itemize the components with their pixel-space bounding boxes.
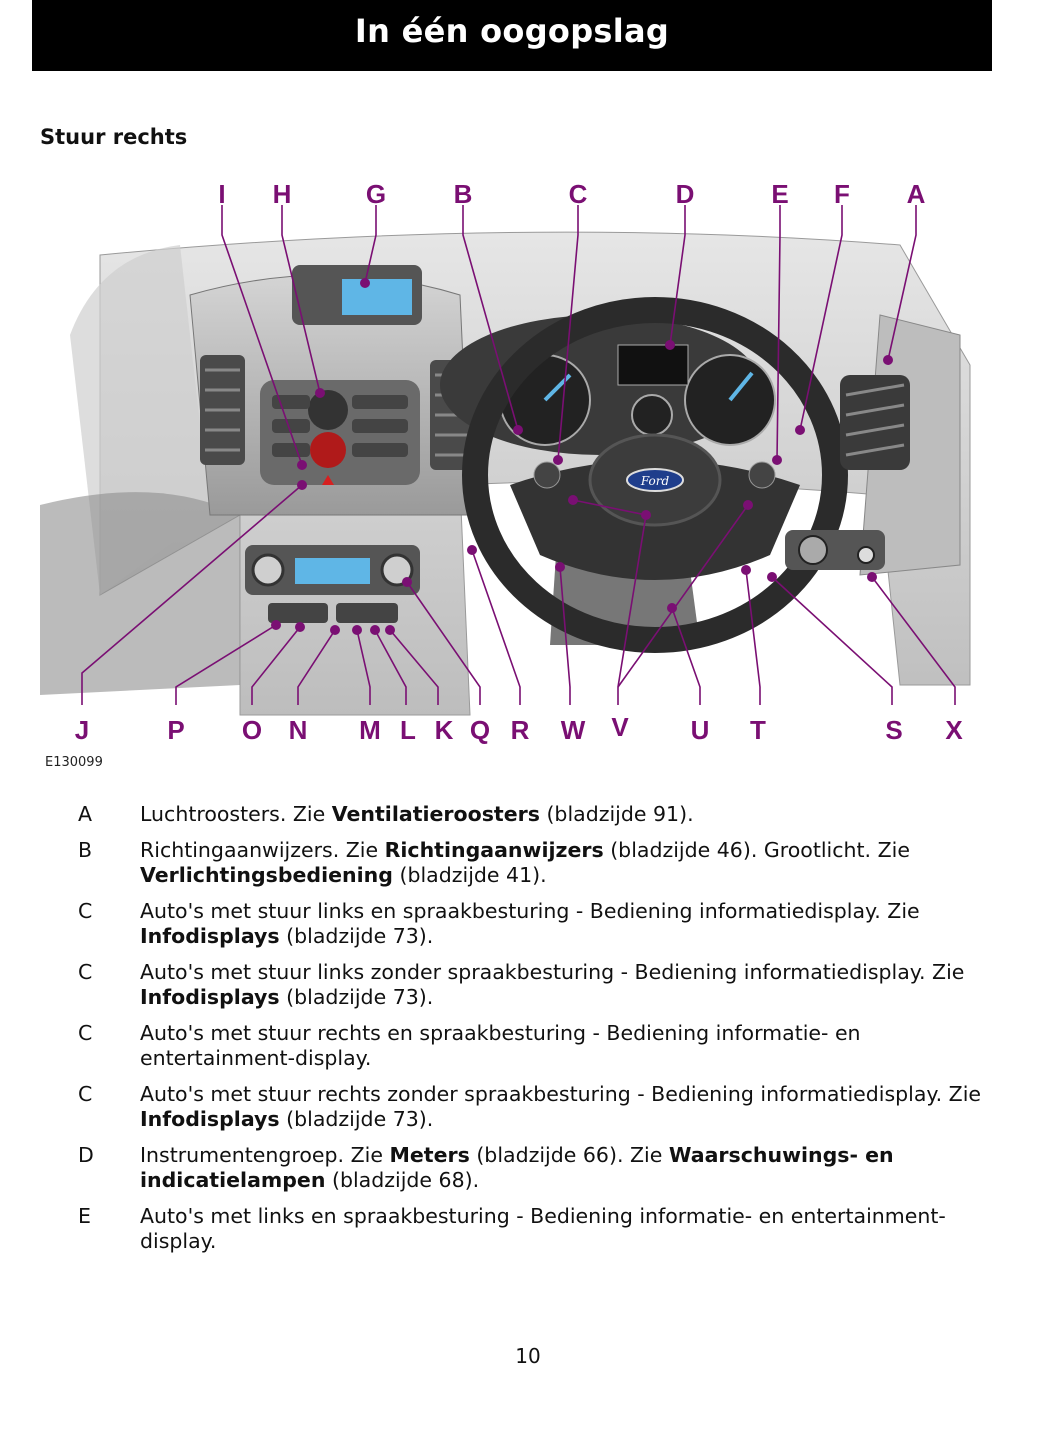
text-run: (bladzijde 73). — [279, 985, 434, 1009]
ford-badge: Ford — [640, 474, 670, 488]
text-run: Auto's met stuur rechts zonder spraakbesturing - Bediening informatiedisplay. Zie — [140, 1082, 982, 1106]
callout-F: F — [834, 179, 850, 209]
callout-H: H — [272, 179, 292, 209]
callout-R: R — [510, 715, 530, 745]
legend-item-text — [140, 1143, 1000, 1193]
callout-B: B — [453, 179, 473, 209]
text-run: Richtingaanwijzers. Zie — [140, 838, 385, 862]
callout-U: U — [690, 715, 710, 745]
cross-reference: Meters — [389, 1143, 470, 1167]
legend-item-text — [140, 1204, 1000, 1254]
legend-item — [40, 802, 1000, 827]
callout-X: X — [945, 715, 963, 745]
callout-V: V — [611, 712, 629, 742]
text-run: Luchtroosters. Zie — [140, 802, 332, 826]
text-run: (bladzijde 73). — [279, 1107, 434, 1131]
callout-K: K — [434, 715, 454, 745]
audio-control-panel — [260, 380, 420, 485]
legend-item-text — [140, 802, 1000, 827]
cross-reference: Ventilatieroosters — [331, 802, 540, 826]
callout-J: J — [74, 715, 90, 745]
legend-item-text — [140, 960, 1000, 1010]
callout-E: E — [771, 179, 789, 209]
info-display — [342, 279, 412, 315]
legend-list — [40, 802, 1000, 1265]
legend-item — [40, 1204, 1000, 1254]
text-run: (bladzijde 73). — [279, 924, 434, 948]
legend-item — [40, 1082, 1000, 1132]
legend-item-letter: C — [78, 960, 93, 984]
callout-A: A — [906, 179, 926, 209]
page-number: 10 — [515, 1344, 541, 1368]
callout-L: L — [400, 715, 416, 745]
legend-item-text — [140, 838, 1000, 888]
cross-reference: Richtingaanwijzers — [384, 838, 604, 862]
cross-reference: Verlichtingsbediening — [140, 863, 393, 887]
legend-item — [40, 899, 1000, 949]
text-run: Auto's met stuur rechts en spraakbesturing - Bediening informatie- en entertainment-display. — [140, 1021, 861, 1070]
callout-W: W — [560, 715, 586, 745]
legend-item-letter: D — [78, 1143, 94, 1167]
cross-reference: Infodisplays — [140, 1107, 280, 1131]
callout-I: I — [218, 179, 226, 209]
legend-item-letter: C — [78, 1021, 93, 1045]
legend-item-text — [140, 1021, 1000, 1071]
legend-item-letter: B — [78, 838, 93, 862]
cross-reference: Waarschuwings- en indicatielampen — [140, 1143, 894, 1192]
text-run: Instrumentengroep. Zie — [140, 1143, 390, 1167]
callout-G: G — [365, 179, 387, 209]
section-title: Stuur rechts — [40, 125, 188, 149]
legend-item — [40, 960, 1000, 1010]
callout-M: M — [359, 715, 381, 745]
callout-Q: Q — [469, 715, 491, 745]
text-run: (bladzijde 68). — [325, 1168, 480, 1192]
legend-item-text — [140, 899, 1000, 949]
callout-S: S — [885, 715, 903, 745]
cross-reference: Infodisplays — [140, 985, 280, 1009]
text-run: (bladzijde 66). Zie — [469, 1143, 669, 1167]
text-run: Auto's met stuur links zonder spraakbesturing - Bediening informatiedisplay. Zie — [140, 960, 965, 984]
text-run: Auto's met stuur links en spraakbesturing - Bediening informatiedisplay. Zie — [140, 899, 920, 923]
light-switch — [785, 530, 885, 570]
legend-item-letter: C — [78, 899, 93, 923]
callout-D: D — [675, 179, 695, 209]
left-vent — [200, 355, 245, 465]
text-run: (bladzijde 41). — [392, 863, 547, 887]
text-run: (bladzijde 91). — [539, 802, 694, 826]
legend-item-letter: E — [78, 1204, 91, 1228]
legend-item — [40, 838, 1000, 888]
figure-id: E130099 — [45, 755, 103, 770]
legend-item-letter: A — [78, 802, 93, 826]
page-title: In één oogopslag — [354, 12, 670, 50]
callout-P: P — [167, 715, 185, 745]
legend-item — [40, 1021, 1000, 1071]
lower-dashboard — [40, 492, 240, 695]
header-bar — [32, 0, 992, 71]
callout-C: C — [568, 179, 588, 209]
cross-reference: Infodisplays — [140, 924, 280, 948]
legend-item-text — [140, 1082, 1000, 1132]
callout-O: O — [241, 715, 263, 745]
callout-N: N — [288, 715, 308, 745]
dashboard-figure — [40, 175, 1000, 775]
legend-item-letter: C — [78, 1082, 93, 1106]
legend-item — [40, 1143, 1000, 1193]
dashboard-illustration — [40, 175, 1000, 775]
callout-T: T — [750, 715, 766, 745]
text-run: (bladzijde 46). Grootlicht. Zie — [603, 838, 910, 862]
text-run: Auto's met links en spraakbesturing - Bediening informatie- en entertainment-display. — [140, 1204, 946, 1253]
